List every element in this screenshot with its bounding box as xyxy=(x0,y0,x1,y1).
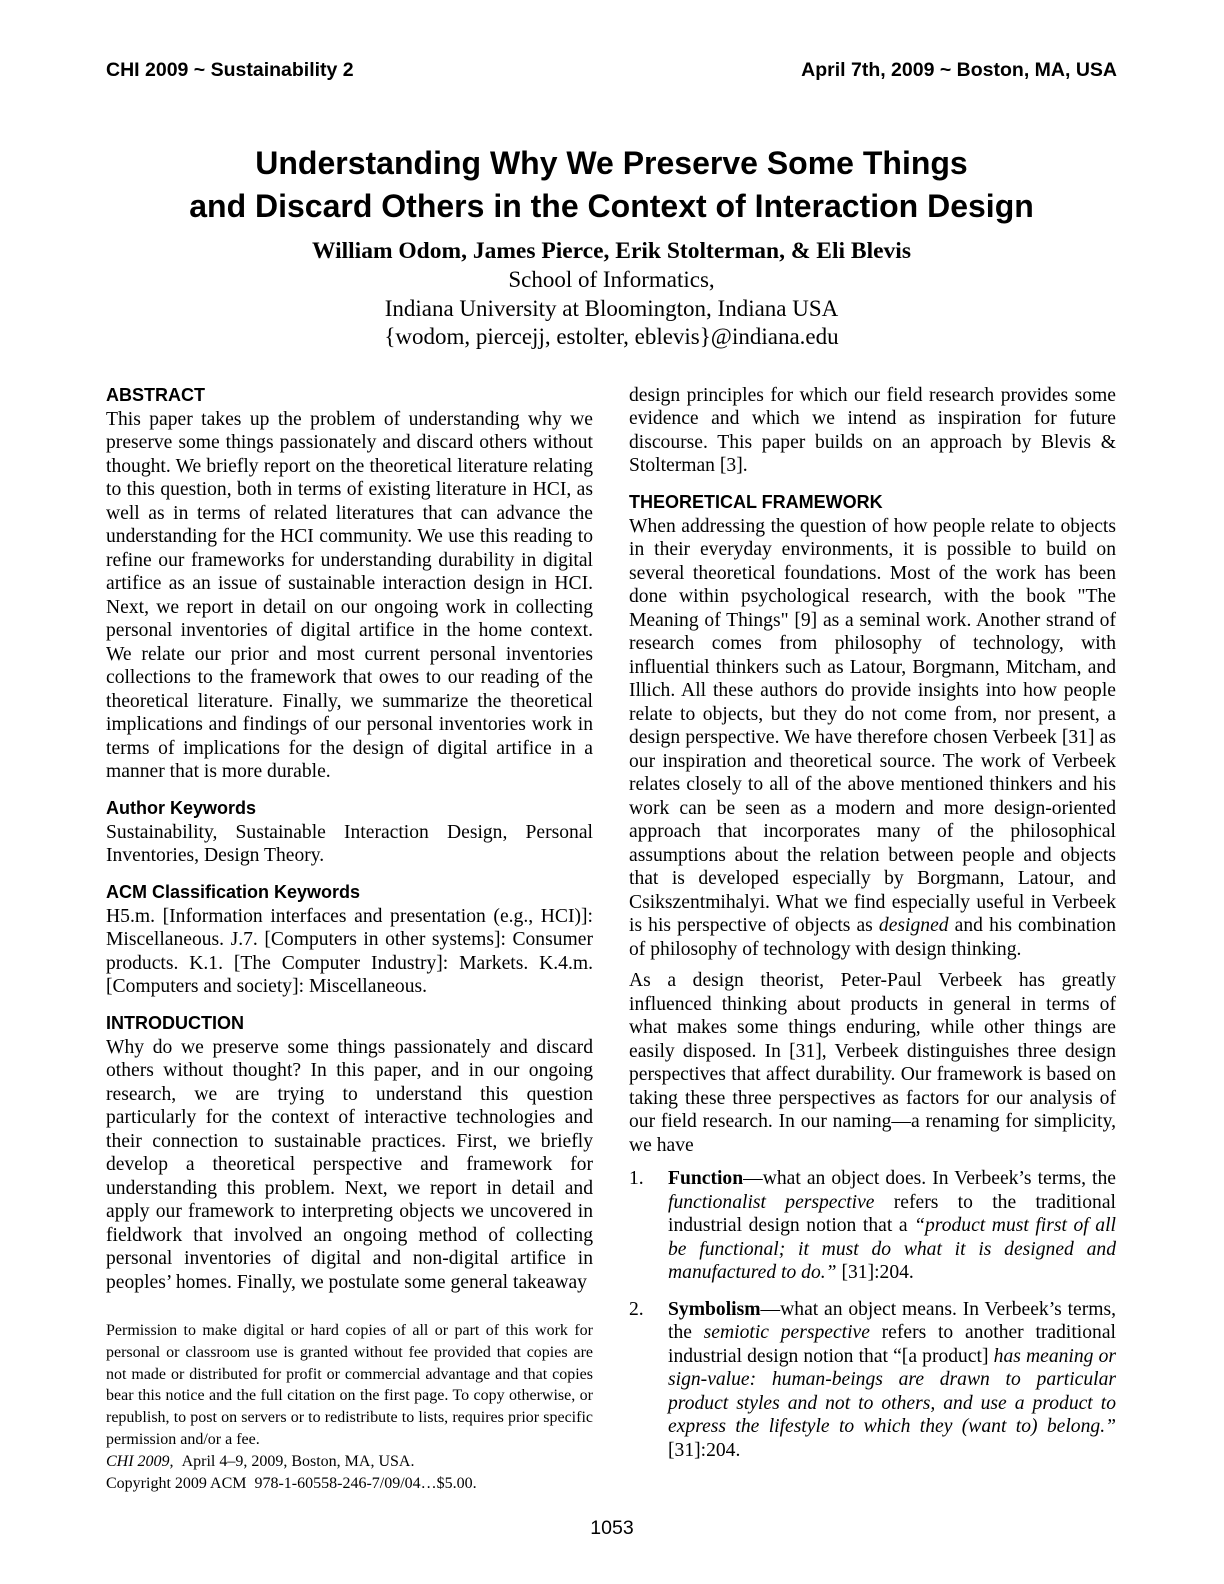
page-number: 1053 xyxy=(590,1517,634,1539)
section-heading-theoretical-framework: THEORETICAL FRAMEWORK xyxy=(629,491,883,512)
affiliation-university: Indiana University at Bloomington, Indiana USA xyxy=(384,295,839,321)
section-heading-acm-classification: ACM Classification Keywords xyxy=(106,881,361,902)
copyright-permission-block xyxy=(106,1320,593,1494)
introduction-continuation-paragraph: design principles for which our field research provides some evidence and which we intend as inspiration for future discourse. This paper builds on an approach by Blevis & Stolterman [3]. xyxy=(629,384,1116,476)
page-footer xyxy=(0,1517,1224,1540)
section-heading-author-keywords: Author Keywords xyxy=(106,797,257,818)
conference-citation: CHI 2009, April 4–9, 2009, Boston, MA, USA. xyxy=(106,1452,415,1470)
list-item-symbolism xyxy=(629,1298,1116,1463)
abstract-paragraph: This paper takes up the problem of understanding why we preserve some things passionately and discard others without thought. We briefly report on the theoretical literature relating to this question, both in terms of existing literature in HCI, as well as in terms of related literatures that can advance the understanding for the HCI community. We use this reading to refine our frameworks for understanding durability in digital artifice as an issue of sustainable interaction design in HCI. Next, we report in detail on our ongoing work in collecting personal inventories of digital artifice in the home context. We relate our prior and most current personal inventories collections to the framework that owes to our reading of the theoretical literature. Finally, we summarize the theoretical implications and findings of our personal inventories work in terms of implications for the design of digital artifice in a manner that is more durable. xyxy=(106,408,593,782)
right-column xyxy=(629,384,1116,1495)
design-perspectives-list xyxy=(629,1167,1116,1462)
permission-notice: Permission to make digital or hard copies of all or part of this work for personal or classroom use is granted without fee provided that copies are not made or distributed for profit or commercial advantage and that copies bear this notice and the full citation on the first page. To copy otherwise, or republish, to post on servers or to redistribute to lists, requires prior specific permission and/or a fee. xyxy=(106,1322,593,1448)
affiliation-school: School of Informatics, xyxy=(508,267,715,292)
list-item-function xyxy=(629,1167,1116,1285)
title-block xyxy=(106,142,1117,352)
list-item-text: Function—what an object does. In Verbeek’s terms, the functionalist perspective refers to the traditional industrial design notion that a “product must first of all be functional; it must do what it is designed and manufactured to do.” [31]:204. xyxy=(668,1168,1116,1283)
list-item-number: 2. xyxy=(629,1298,644,1320)
copyright-line: Copyright 2009 ACM 978-1-60558-246-7/09/04…$5.00. xyxy=(106,1474,477,1492)
author-keywords-paragraph: Sustainability, Sustainable Interaction Design, Personal Inventories, Design Theory. xyxy=(106,821,593,866)
running-header xyxy=(106,58,1117,82)
theoretical-framework-paragraph-1: When addressing the question of how people relate to objects in their everyday environments, it is possible to build on several theoretical foundations. Most of the work has been done within psychological research, with the book "The Meaning of Things" [9] as a seminal work. Another strand of research comes from philosophy of technology, with influential thinkers such as Latour, Borgmann, Mitcham, and Illich. All these authors do provide insights into how people relate to objects, but they do not come from, nor present, a design perspective. We have therefore chosen Verbeek [31] as our inspiration and theoretical source. The work of Verbeek relates closely to all of the above mentioned thinkers and his work can be seen as a modern and more design-oriented approach that incorporates many of the philosophical assumptions about the relation between people and objects that is developed especially by Borgmann, Latour, and Csikszentmihalyi. What we find especially useful in Verbeek is his perspective of objects as designed and his combination of philosophy of technology with design thinking. xyxy=(629,515,1116,960)
theoretical-framework-paragraph-2: As a design theorist, Peter-Paul Verbeek has greatly influenced thinking about products in general in terms of what makes some things enduring, while other things are easily disposed. In [31], Verbeek distinguishes three design perspectives that affect durability. Our framework is based on taking these three perspectives as factors for our analysis of our field research. In our naming—a renaming for simplicity, we have xyxy=(629,970,1116,1156)
author-emails: {wodom, piercejj, estolter, eblevis}@indiana.edu xyxy=(384,324,839,349)
list-item-text: Symbolism—what an object means. In Verbeek’s terms, the semiotic perspective refers to another traditional industrial design notion that “[a product] has meaning or sign-value: human-beings are drawn to particular product styles and not to others, and use a product to express the lifestyle to which they (want to) belong.” [31]:204. xyxy=(668,1298,1117,1461)
paper-title-line1: Understanding Why We Preserve Some Things xyxy=(255,145,968,181)
left-column xyxy=(106,384,593,1495)
acm-classification-paragraph: H5.m. [Information interfaces and presentation (e.g., HCI)]: Miscellaneous. J.7. [Computers in other systems]: Consumer products. K.1. [The Computer Industry]: Markets. K.4.m. [Computers and society]: Miscellaneous. xyxy=(106,905,593,997)
list-item-number: 1. xyxy=(629,1168,644,1189)
section-heading-introduction: INTRODUCTION xyxy=(106,1012,244,1033)
paper-title-line2: and Discard Others in the Context of Interaction Design xyxy=(189,188,1034,224)
author-names: William Odom, James Pierce, Erik Stolterman, & Eli Blevis xyxy=(312,238,911,264)
header-date-location: April 7th, 2009 ~ Boston, MA, USA xyxy=(801,59,1117,81)
paper-title xyxy=(106,142,1117,228)
introduction-paragraph: Why do we preserve some things passionately and discard others without thought? In this paper, and in our ongoing research, we are trying to understand this question particularly for the context of interactive technologies and their connection to sustainable practices. First, we briefly develop a theoretical perspective and framework for understanding this problem. Next, we report in detail and apply our framework to interpreting objects we uncovered in fieldwork that involved an ongoing method of collecting personal inventories of digital and non-digital artifice in peoples’ homes. Finally, we postulate some general takeaway xyxy=(106,1036,593,1293)
two-column-body xyxy=(106,384,1117,1495)
section-heading-abstract: ABSTRACT xyxy=(106,384,205,405)
header-session: CHI 2009 ~ Sustainability 2 xyxy=(106,59,354,81)
